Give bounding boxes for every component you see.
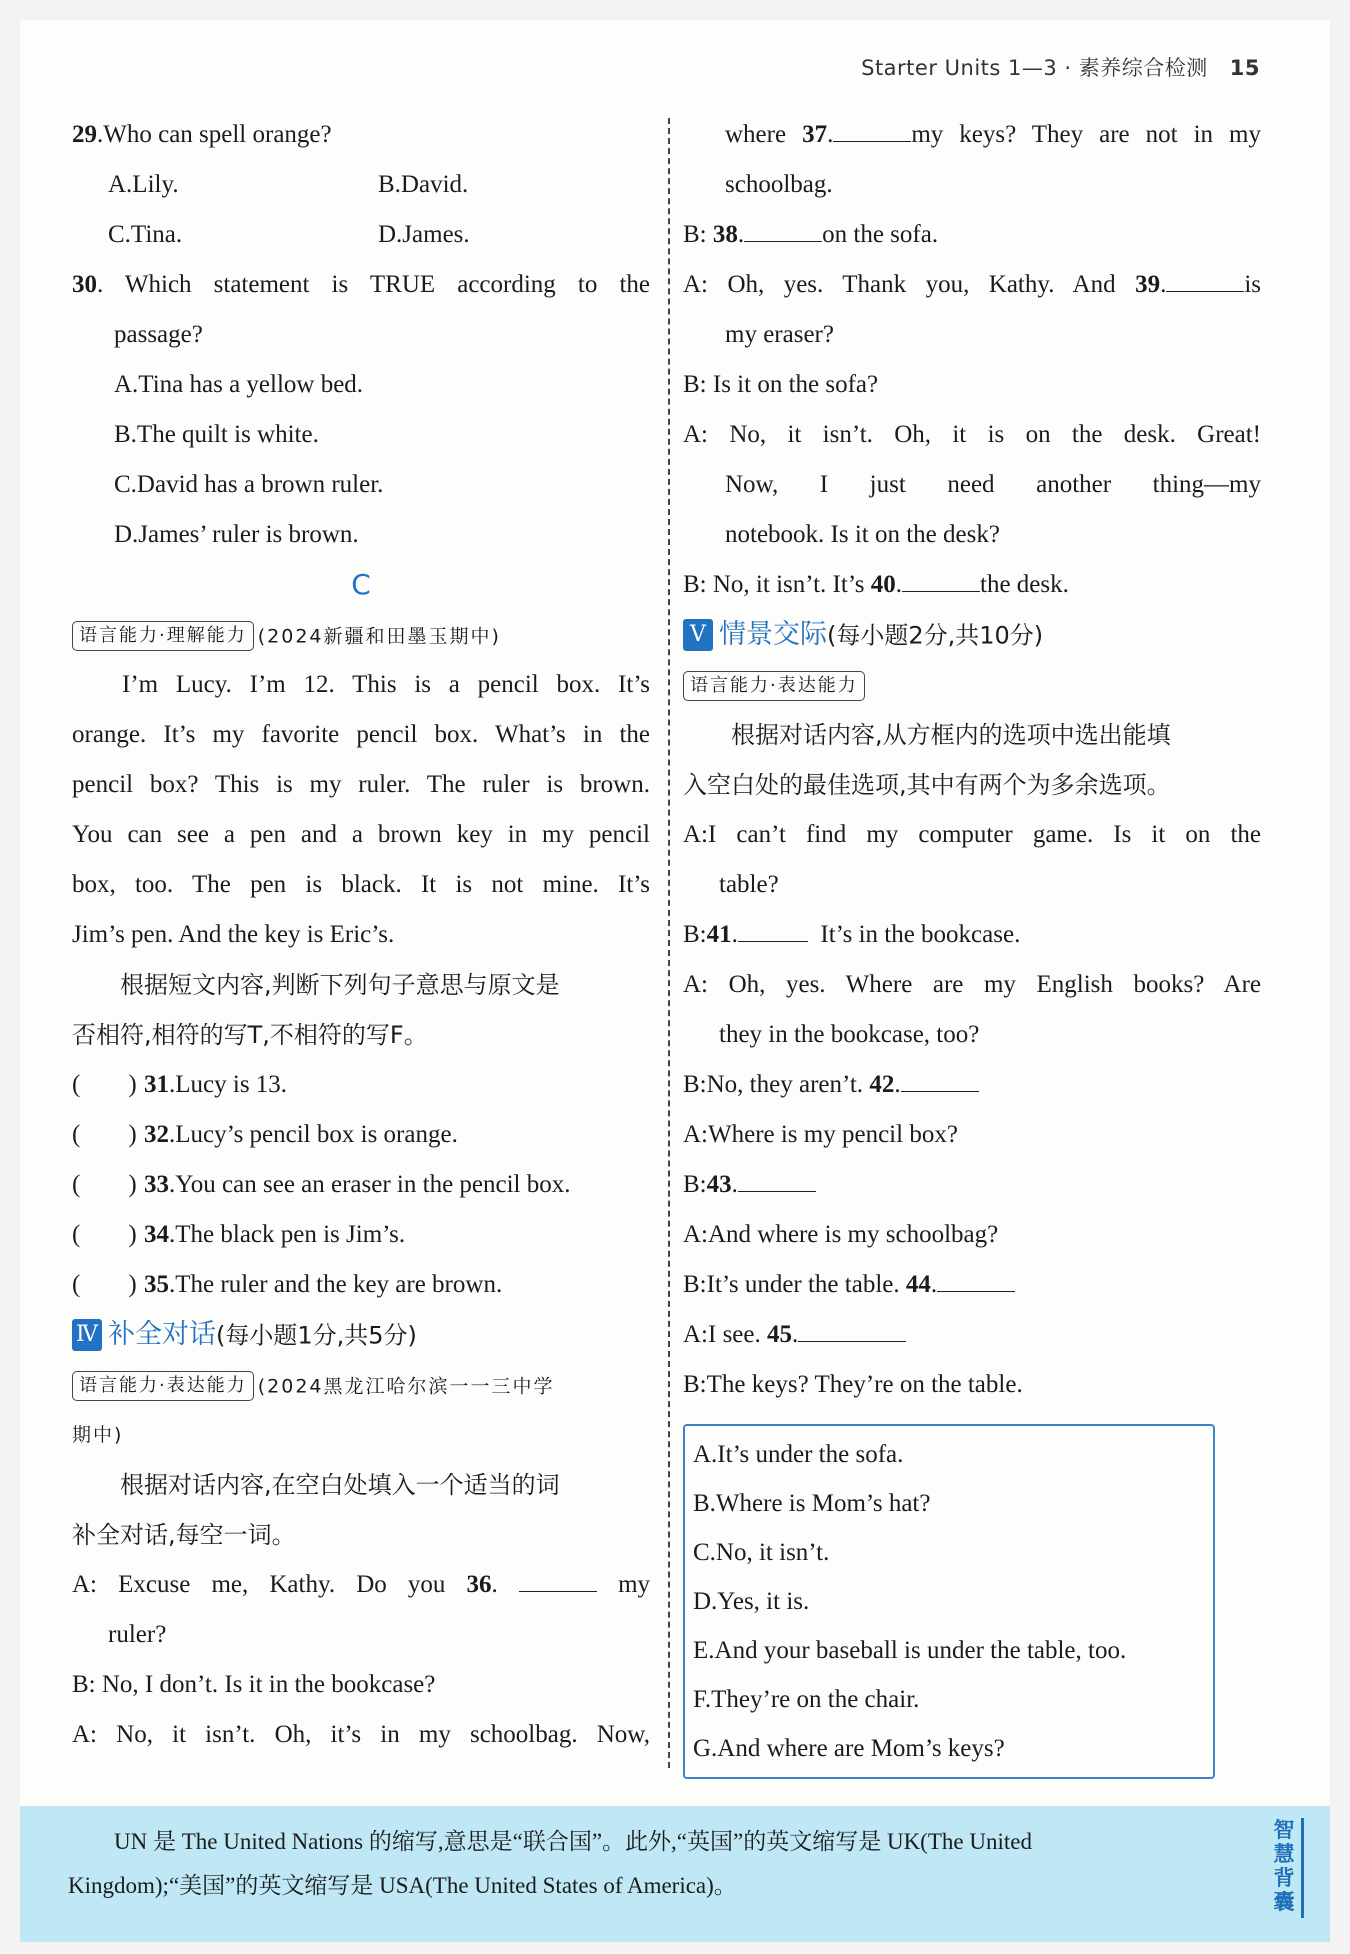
instruction: 入空白处的最佳选项,其中有两个为多余选项。 <box>683 771 1171 799</box>
dialogue-line: notebook. Is it on the desk? <box>725 521 1000 548</box>
answer-blank[interactable] <box>902 563 980 592</box>
dialogue-line: my eraser? <box>725 321 834 348</box>
left-column <box>72 110 650 1760</box>
right-column <box>683 110 1261 1779</box>
instruction: 根据对话内容,从方框内的选项中选出能填 <box>731 721 1171 749</box>
tip-footer <box>20 1806 1330 1942</box>
passage-line: orange. It’s my favorite pencil box. What’s in the <box>72 721 650 748</box>
q29-options-row2: C.Tina. D.James. <box>108 221 470 248</box>
tip-line: Kingdom);“美国”的英文缩写是 USA(The United States of America)。 <box>68 1873 737 1898</box>
question-29: 29.Who can spell orange? <box>72 121 332 148</box>
tf-item: ( ) 34.The black pen is Jim’s. <box>72 1221 406 1248</box>
column-divider <box>668 118 670 1768</box>
passage-line: pencil box? This is my ruler. The ruler is brown. <box>72 771 650 798</box>
answer-blank[interactable] <box>1166 263 1244 292</box>
dialogue-line: A:Where is my pencil box? <box>683 1121 958 1148</box>
section-iv-tagline <box>72 1360 650 1410</box>
answer-blank[interactable] <box>833 113 911 142</box>
q29-options-row1: A.Lily. B.David. <box>108 171 469 198</box>
tf-item: ( ) 33.You can see an eraser in the pencil box. <box>72 1171 571 1198</box>
dialogue-line: A: No, it isn’t. Oh, it’s in my schoolbag. Now, <box>72 1721 650 1748</box>
section-iv-badge: Ⅳ <box>72 1319 102 1351</box>
dialogue-line: ruler? <box>108 1621 167 1648</box>
q30-option-b: B.The quilt is white. <box>114 421 319 448</box>
dialogue-line: A:I can’t find my computer game. Is it on the <box>683 821 1261 848</box>
q30-option-c: C.David has a brown ruler. <box>114 471 384 498</box>
tip-badge: 智慧背囊 <box>1273 1818 1295 1914</box>
q30-option-d: D.James’ ruler is brown. <box>114 521 359 548</box>
dialogue-line: table? <box>719 871 779 898</box>
source-note: (2024黑龙江哈尔滨一一三中学 <box>257 1375 555 1398</box>
page-header <box>861 52 1260 82</box>
answer-blank[interactable] <box>937 1263 1015 1292</box>
tf-item: ( ) 32.Lucy’s pencil box is orange. <box>72 1121 458 1148</box>
dialogue-line: A: No, it isn’t. Oh, it is on the desk. Great! <box>683 421 1261 448</box>
instruction: 根据短文内容,判断下列句子意思与原文是 <box>120 971 560 999</box>
dialogue-line: B:41. It’s in the bookcase. <box>683 910 1261 960</box>
dialogue-line: B:The keys? They’re on the table. <box>683 1371 1023 1398</box>
dialogue-line: B: Is it on the sofa? <box>683 371 879 398</box>
tf-item: ( ) 31.Lucy is 13. <box>72 1071 288 1098</box>
passage-line: Jim’s pen. And the key is Eric’s. <box>72 921 395 948</box>
section-v-badge: Ⅴ <box>683 619 713 651</box>
q30-option-a: A.Tina has a yellow bed. <box>114 371 364 398</box>
ability-tag: 语言能力·表达能力 <box>72 1371 254 1401</box>
answer-blank[interactable] <box>901 1063 979 1092</box>
option-item: D.Yes, it is. <box>693 1588 810 1615</box>
dialogue-line: B:43. <box>683 1160 1261 1210</box>
options-box <box>683 1424 1215 1779</box>
option-item: A.It’s under the sofa. <box>693 1441 904 1468</box>
option-item: G.And where are Mom’s keys? <box>693 1735 1005 1762</box>
option-item: E.And your baseball is under the table, too. <box>693 1637 1127 1664</box>
option-item: C.No, it isn’t. <box>693 1539 830 1566</box>
instruction: 补全对话,每空一词。 <box>72 1521 296 1549</box>
instruction: 否相符,相符的写T,不相符的写F。 <box>72 1021 428 1049</box>
tip-bar <box>1301 1818 1304 1918</box>
source-note-cont: 期中) <box>72 1424 124 1446</box>
dialogue-line: A:And where is my schoolbag? <box>683 1221 999 1248</box>
dialogue-line: where 37. my keys? They are not in my <box>683 110 1261 160</box>
ability-tag: 语言能力·理解能力 <box>72 621 254 651</box>
tip-text <box>68 1820 1208 1908</box>
tf-item: ( ) 35.The ruler and the key are brown. <box>72 1271 503 1298</box>
dialogue-line: B:It’s under the table. 44. <box>683 1260 1261 1310</box>
passage-line: You can see a pen and a brown key in my pencil <box>72 821 650 848</box>
answer-blank[interactable] <box>744 213 822 242</box>
answer-blank[interactable] <box>738 913 808 942</box>
section-c-tagline <box>72 610 650 660</box>
question-30: 30. Which statement is TRUE according to the <box>72 271 650 298</box>
dialogue-line: schoolbag. <box>725 171 833 198</box>
dialogue-line: they in the bookcase, too? <box>719 1021 980 1048</box>
dialogue-line: A: Oh, yes. Thank you, Kathy. And 39. is <box>683 260 1261 310</box>
dialogue-line: A:I see. 45. <box>683 1310 1261 1360</box>
section-v-title: Ⅴ 情景交际(每小题2分,共10分) <box>683 610 1261 660</box>
dialogue-line: Now, I just need another thing—my <box>725 471 1261 498</box>
dialogue-line: A: Excuse me, Kathy. Do you 36. my <box>72 1560 650 1610</box>
answer-blank[interactable] <box>798 1313 906 1342</box>
option-item: B.Where is Mom’s hat? <box>693 1490 931 1517</box>
dialogue-line: B: No, it isn’t. It’s 40. the desk. <box>683 560 1261 610</box>
dialogue-line: B:No, they aren’t. 42. <box>683 1060 1261 1110</box>
dialogue-line: A: Oh, yes. Where are my English books? Are <box>683 971 1261 998</box>
ability-tag: 语言能力·表达能力 <box>683 671 865 701</box>
answer-blank[interactable] <box>519 1563 597 1592</box>
question-30-cont: passage? <box>114 321 203 348</box>
header-title: Starter Units 1—3 · 素养综合检测 <box>861 56 1208 80</box>
page-number: 15 <box>1229 56 1260 80</box>
option-item: F.They’re on the chair. <box>693 1686 920 1713</box>
dialogue-line: B: 38. on the sofa. <box>683 210 1261 260</box>
section-c-heading: C <box>351 568 371 601</box>
section-iv-title: Ⅳ 补全对话(每小题1分,共5分) <box>72 1310 650 1360</box>
passage-line: I’m Lucy. I’m 12. This is a pencil box. It’s <box>122 671 650 698</box>
instruction: 根据对话内容,在空白处填入一个适当的词 <box>120 1471 560 1499</box>
answer-blank[interactable] <box>738 1163 816 1192</box>
section-v-tagline <box>683 660 1261 710</box>
tip-line: UN 是 The United Nations 的缩写,意思是“联合国”。此外,“英国”的英文缩写是 UK(The United <box>114 1829 1032 1854</box>
passage-line: box, too. The pen is black. It is not mine. It’s <box>72 871 650 898</box>
source-note: (2024新疆和田墨玉期中) <box>257 625 501 648</box>
dialogue-line: B: No, I don’t. Is it in the bookcase? <box>72 1671 436 1698</box>
